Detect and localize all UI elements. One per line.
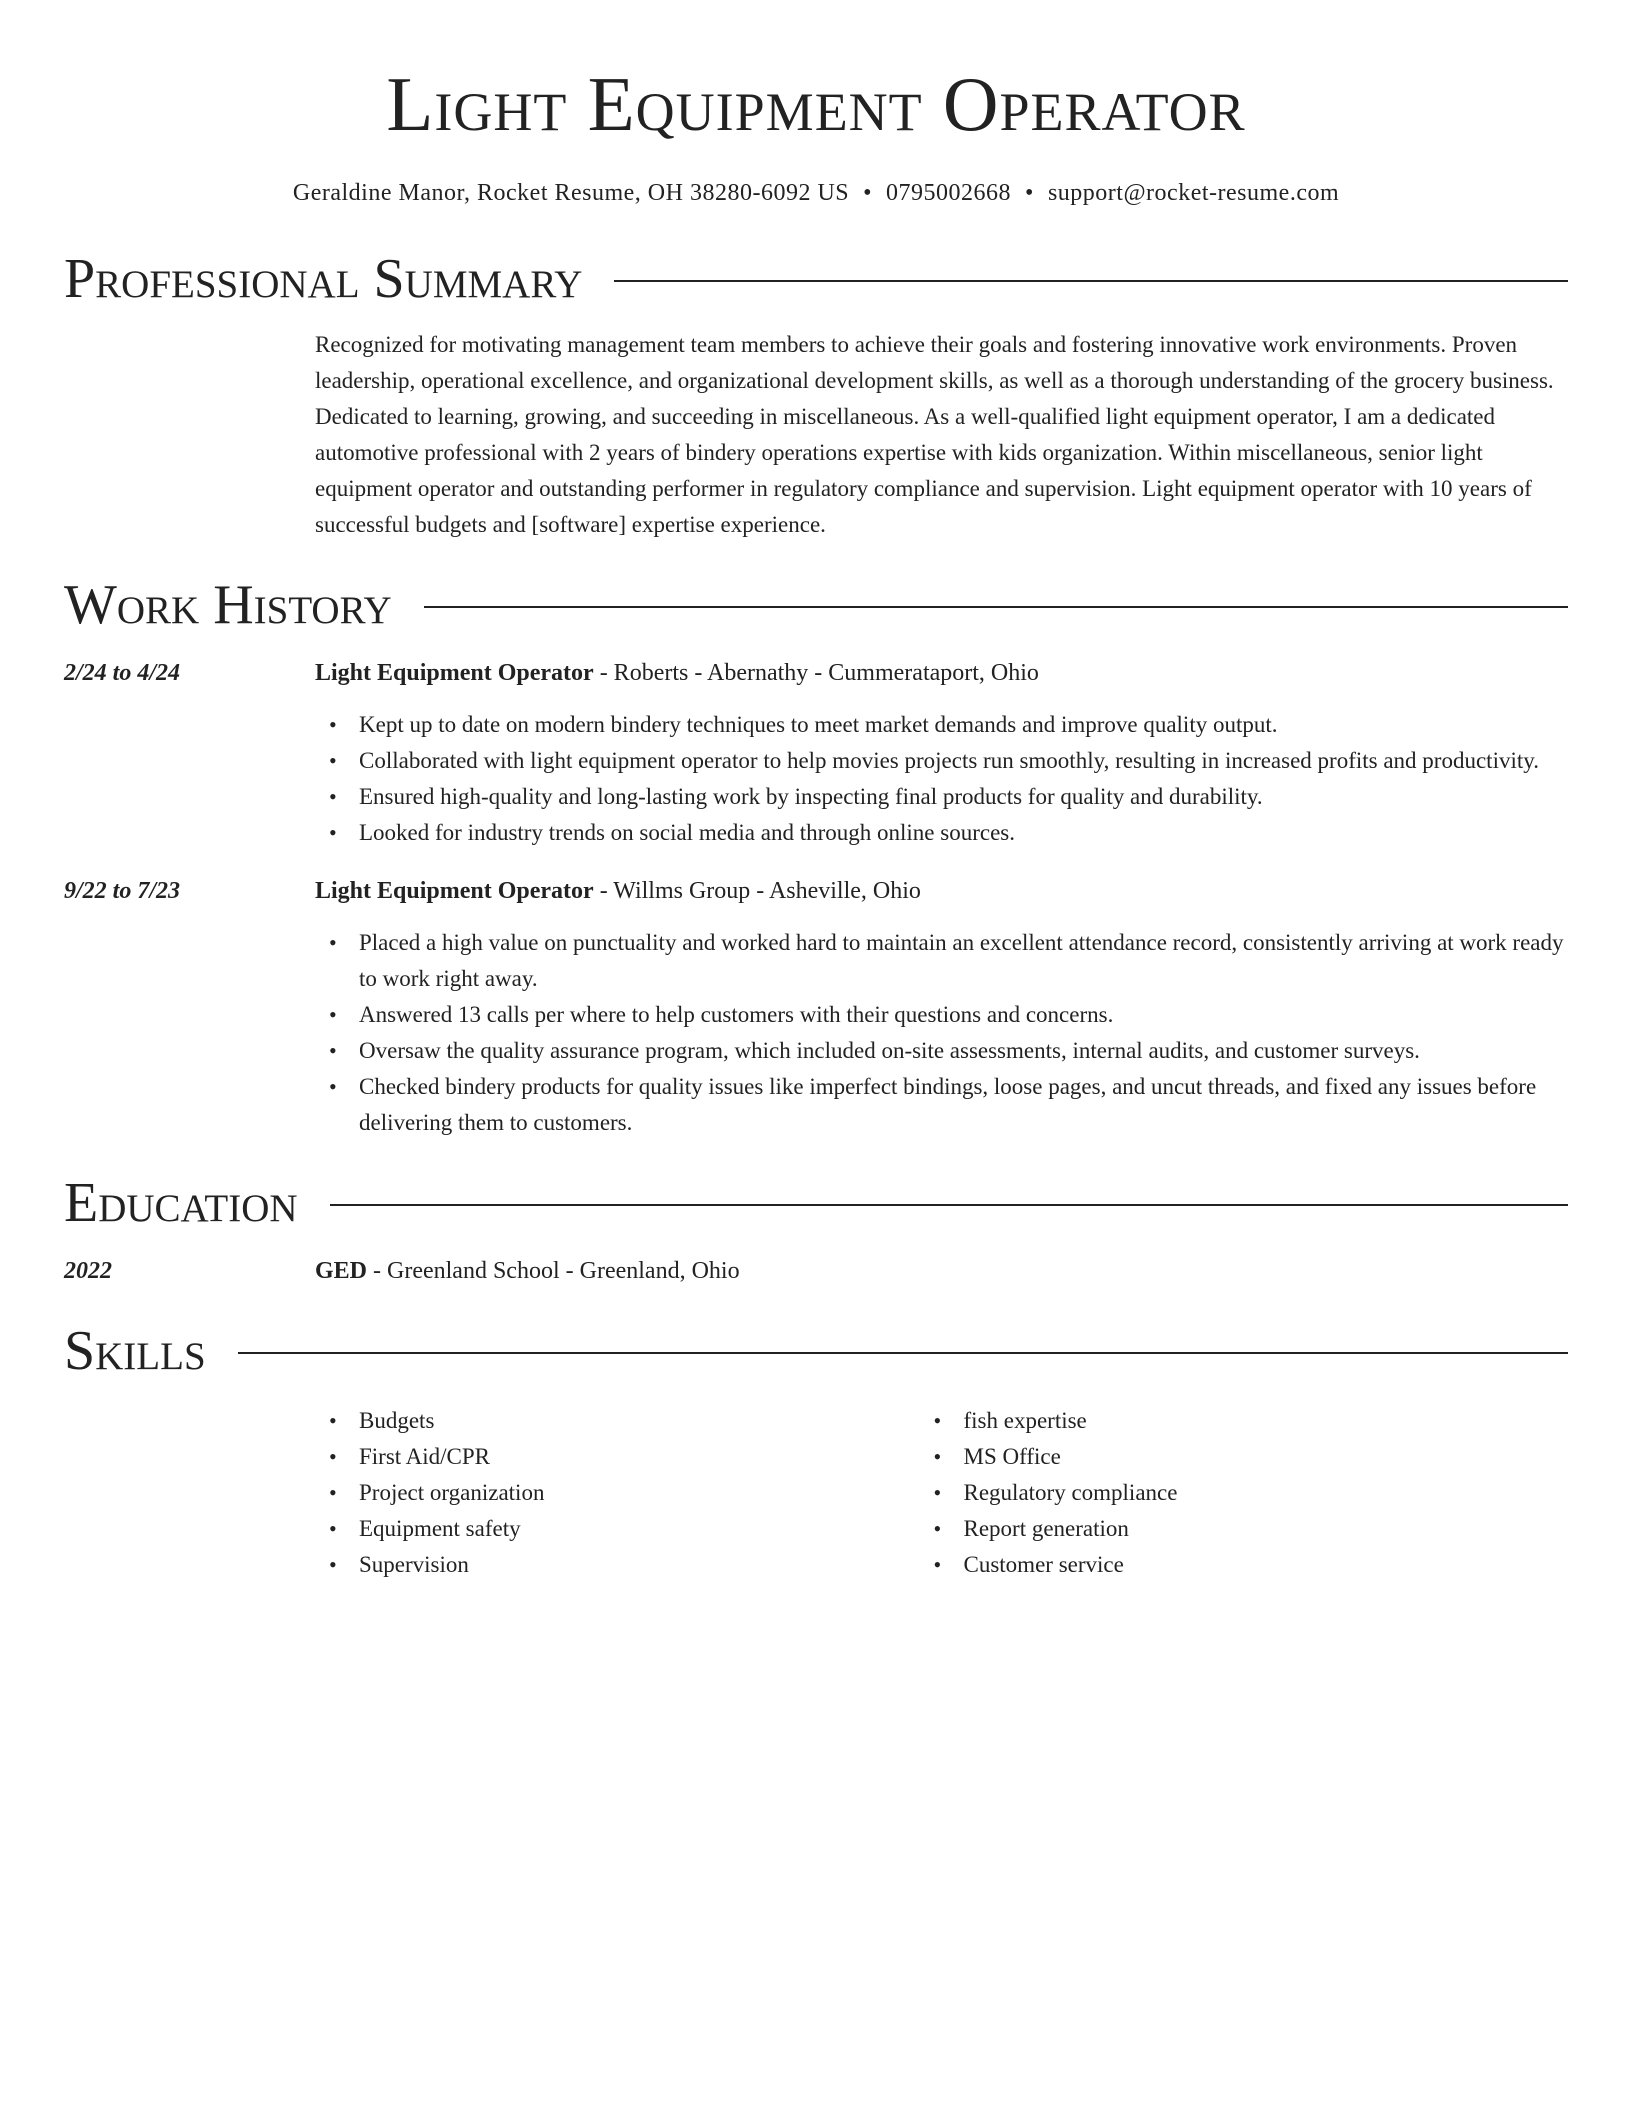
section-divider xyxy=(614,280,1568,282)
summary-heading: Professional Summary xyxy=(64,248,583,310)
list-item: • Customer service xyxy=(964,1547,1569,1583)
education-degree: GED xyxy=(315,1258,368,1284)
contact-separator: • xyxy=(1025,180,1034,206)
list-item: • First Aid/CPR xyxy=(359,1439,964,1475)
summary-text: Recognized for motivating management team members to achieve their goals and fostering innovative work environments. Proven leadership, operational excellence, and organizational development skills, as well as a thorough understanding of the grocery business. Dedicated to learning, growing, and succeeding in miscellaneous. As a well-qualified light equipment operator, I am a dedicated automotive professional with 2 years of bindery operations expertise with kids organization. Within miscellaneous, senior light equipment operator and outstanding performer in regulatory compliance and supervision. Light equipment operator with 10 years of successful budgets and [software] expertise experience. xyxy=(315,332,1554,537)
skills-list xyxy=(359,1403,1568,1583)
skills-section-header xyxy=(64,1319,1568,1383)
list-item: • Looked for industry trends on social media and through online sources. xyxy=(359,815,1568,851)
job-date: 2/24 to 4/24 xyxy=(64,660,181,686)
skills-heading: Skills xyxy=(64,1320,206,1382)
list-item: • Collaborated with light equipment operator to help movies projects run smoothly, resulting in increased profits and productivity. xyxy=(359,743,1568,779)
work-section-header xyxy=(64,573,1568,637)
summary-section-header xyxy=(64,247,1568,311)
education-entry xyxy=(64,1253,1568,1289)
list-item: • Budgets xyxy=(359,1403,964,1439)
list-item: • fish expertise xyxy=(964,1403,1569,1439)
job-header xyxy=(64,655,1568,691)
contact-separator: • xyxy=(863,180,873,206)
job-details: - Roberts - Abernathy - Cummerataport, Ohio xyxy=(593,660,1039,686)
list-item: • Project organization xyxy=(359,1475,964,1511)
list-item: • Report generation xyxy=(964,1511,1569,1547)
skills-column-right xyxy=(964,1403,1569,1583)
skills-column-left xyxy=(359,1403,964,1583)
list-item: • Placed a high value on punctuality and worked hard to maintain an excellent attendance record, consistently arriving at work ready to work right away. xyxy=(359,925,1568,997)
section-divider xyxy=(424,606,1568,608)
list-item: • MS Office xyxy=(964,1439,1569,1475)
education-date: 2022 xyxy=(64,1258,112,1284)
education-section-header xyxy=(64,1171,1568,1235)
job-bullets xyxy=(359,925,1568,1141)
list-item: • Oversaw the quality assurance program, which included on-site assessments, internal audits, and customer surveys. xyxy=(359,1033,1568,1069)
job-bullets xyxy=(359,707,1568,851)
list-item: • Checked bindery products for quality issues like imperfect bindings, loose pages, and uncut threads, and fixed any issues before delivering them to customers. xyxy=(359,1069,1568,1141)
job-header xyxy=(64,873,1568,909)
section-divider xyxy=(238,1352,1568,1354)
list-item: • Answered 13 calls per where to help customers with their questions and concerns. xyxy=(359,997,1568,1033)
contact-line xyxy=(64,180,1568,207)
list-item: • Ensured high-quality and long-lasting work by inspecting final products for quality and durability. xyxy=(359,779,1568,815)
work-heading: Work History xyxy=(64,574,392,636)
list-item: • Equipment safety xyxy=(359,1511,964,1547)
education-heading: Education xyxy=(64,1172,298,1234)
resume-title: Light Equipment Operator xyxy=(386,61,1246,147)
job-entry xyxy=(64,873,1568,1141)
job-title: Light Equipment Operator xyxy=(315,878,594,904)
job-details: - Willms Group - Asheville, Ohio xyxy=(593,878,921,904)
job-title-line xyxy=(315,655,1039,691)
education-line xyxy=(315,1253,740,1289)
education-details: - Greenland School - Greenland, Ohio xyxy=(367,1258,740,1284)
section-divider xyxy=(330,1204,1568,1206)
list-item: • Kept up to date on modern bindery techniques to meet market demands and improve quality output. xyxy=(359,707,1568,743)
list-item: • Supervision xyxy=(359,1547,964,1583)
contact-phone: 0795002668 xyxy=(886,180,1012,206)
contact-email: support@rocket-resume.com xyxy=(1047,180,1340,206)
contact-address: Geraldine Manor, Rocket Resume, OH 38280-6092 US xyxy=(292,180,850,206)
job-entry xyxy=(64,655,1568,851)
job-title: Light Equipment Operator xyxy=(315,660,594,686)
job-title-line xyxy=(315,873,921,909)
list-item: • Regulatory compliance xyxy=(964,1475,1569,1511)
job-date: 9/22 to 7/23 xyxy=(64,878,181,904)
